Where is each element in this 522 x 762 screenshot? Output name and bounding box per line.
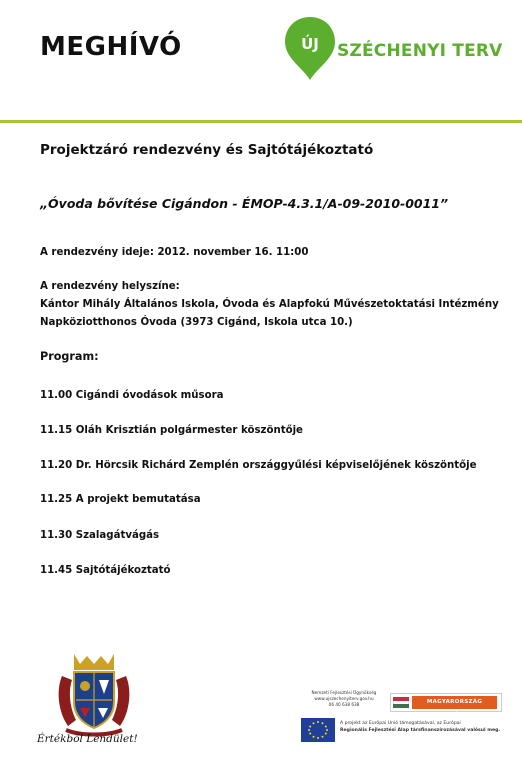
program-item: 11.00 Cigándi óvodások műsora: [40, 390, 224, 401]
event-time: A rendezvény ideje: 2012. november 16. 11:00: [40, 247, 309, 258]
nfu-name: Nemzeti Fejlesztési Ügynökség: [311, 690, 377, 695]
eu-flag-icon: [301, 718, 335, 742]
event-title: Projektzáró rendezvény és Sajtótájékoztató: [40, 142, 374, 158]
eu-funding-note: [340, 720, 510, 734]
program-item: 11.25 A projekt bemutatása: [40, 494, 201, 505]
hungarian-flag-icon: [393, 697, 409, 708]
magyarorszag-megujul-logo: [390, 693, 502, 718]
logo-name: SZÉCHENYI TERV: [337, 41, 503, 61]
megujul-banner: MAGYARORSZÁG MEGÚJUL: [412, 696, 497, 709]
motto: Értékből Lendület!: [37, 733, 138, 745]
eu-note-line-1: A projekt az Európai Unió támogatásával, az Európai: [340, 721, 461, 726]
invitation-heading: MEGHÍVÓ: [40, 32, 182, 62]
program-label: Program:: [40, 350, 99, 363]
venue-label: A rendezvény helyszíne:: [40, 281, 180, 292]
nfu-phone: 06 40 638 638: [328, 702, 360, 707]
map-pin-icon: [283, 16, 337, 82]
divider: [0, 120, 522, 123]
nfu-contact: [300, 690, 388, 708]
logo-badge: ÚJ: [301, 35, 319, 53]
program-item: 11.45 Sajtótájékoztató: [40, 565, 171, 576]
nfu-website: www.ujszechenyiterv.gov.hu: [314, 696, 374, 701]
venue-line-2: Napköziotthonos Óvoda (3973 Cigánd, Iskola utca 10.): [40, 317, 353, 328]
program-item: 11.15 Oláh Krisztián polgármester köszöntője: [40, 425, 303, 436]
program-item: 11.30 Szalagátvágás: [40, 530, 160, 541]
eu-note-line-2: Regionális Fejlesztési Alap társfinanszírozásával valósul meg.: [340, 728, 501, 733]
program-item: 11.20 Dr. Hörcsik Richárd Zemplén országgyűlési képviselőjének köszöntője: [40, 460, 477, 471]
venue-line-1: Kántor Mihály Általános Iskola, Óvoda és Alapfokú Művészetoktatási Intézmény: [40, 299, 499, 310]
project-name: „Óvoda bővítése Cigándon - ÉMOP-4.3.1/A-09-2010-0011”: [40, 196, 449, 211]
szechenyi-terv-logo: [283, 16, 513, 82]
coat-of-arms-icon: [54, 650, 134, 740]
